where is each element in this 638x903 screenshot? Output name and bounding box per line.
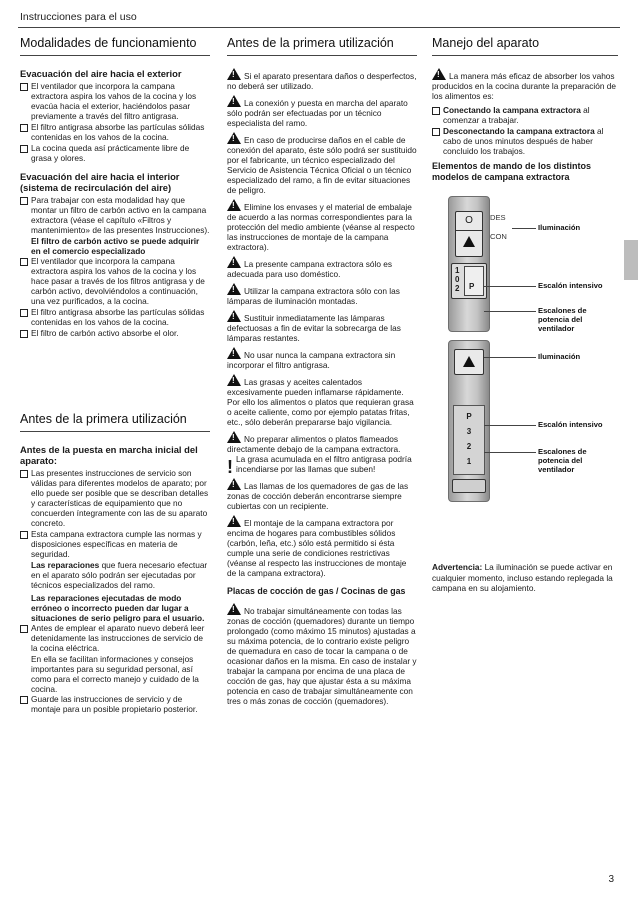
repairs-rest: que fuera necesario efectuar en el aparato sólo podrán ser ejecutadas por técnicos especializados del ramo.	[31, 560, 208, 590]
light-push-button[interactable]	[454, 349, 484, 375]
fan-speed-slider[interactable]	[451, 263, 487, 299]
page-number: 3	[608, 874, 614, 885]
section-heading-operating-modes: Modalidades de funcionamiento	[20, 29, 210, 56]
intensive-symbol: P	[469, 282, 475, 291]
warning-item: !Las grasas y aceites calentados excesivamente pueden inflamarse rápidamente. Por ello los alimentos o platos que requieran grasa o aceite caliente, como por ejemplo patatas fritas, etc., sólo deberán prepararse bajo vigilancia.	[227, 374, 417, 427]
warning-triangle-icon	[227, 603, 241, 615]
list-item: El filtro antigrasa absorbe las partículas sólidas contenidas en los vahos de la cocina.	[20, 307, 210, 327]
speed-digit: 2	[455, 284, 460, 293]
warning-item: !Elimine los envases y el material de embalaje de acuerdo a las normas correspondientes para la protección del medio ambiente (véanse al respecto las instrucciones de montaje de la campana extractora).	[227, 199, 417, 252]
list-item: Esta campana extractora cumple las normas y disposiciones específicas en materia de seguridad.	[20, 529, 210, 559]
warning-triangle-icon	[227, 283, 241, 295]
warning-item: !Si el aparato presentara daños o desperfectos, no deberá ser utilizado.	[227, 68, 417, 91]
carbon-filter-note: El filtro de carbón activo se puede adquirir en el comercio especializado	[31, 236, 200, 256]
section-heading-before-first-use: Antes de la primera utilización	[20, 405, 210, 432]
label-lighting-2: Iluminación	[538, 352, 581, 361]
label-des: DES	[490, 213, 506, 222]
exclamation-icon: !	[227, 457, 233, 477]
advice-text: La iluminación se puede activar en cualquier momento, incluso estando replegada la campana en su alojamiento.	[432, 562, 613, 593]
lamp-icon	[463, 236, 475, 247]
off-symbol: O	[465, 215, 473, 226]
speed-step: 3	[466, 427, 472, 436]
list-item: Guarde las instrucciones de servicio y de montaje para un posible propietario posterior.	[20, 694, 210, 714]
speed-step: P	[466, 412, 472, 421]
warning-item: !No preparar alimentos o platos flameados directamente debajo de la campana extractora.	[227, 431, 417, 454]
warning-triangle-icon	[227, 431, 241, 443]
section-heading-before-first-use-2: Antes de la primera utilización	[227, 29, 417, 56]
top-rule	[18, 27, 620, 28]
before-startup-title: Antes de la puesta en marcha inicial del aparato:	[20, 444, 198, 466]
warning-triangle-icon	[227, 347, 241, 359]
chapter-tab	[624, 240, 638, 280]
warning-triangle-icon	[227, 132, 241, 144]
gas-hob-title: Placas de cocción de gas / Cocinas de gas	[227, 586, 406, 596]
warning-item: !Las llamas de los quemadores de gas de las zonas de cocción deberán encontrarse siempre cubiertas con un recipiente.	[227, 478, 417, 511]
label-intensive-2: Escalón intensivo	[538, 420, 603, 429]
list-item: Antes de emplear el aparato nuevo deberá leer detenidamente las instrucciones de servicio de la cocina eléctrica.	[20, 623, 210, 653]
list-item: Desconectando la campana extractora al cabo de unos minutos después de haber concluido los trabajos.	[432, 126, 618, 156]
control-panel-model-2	[448, 340, 490, 502]
warning-triangle-icon	[227, 478, 241, 490]
column-operating-modes	[20, 29, 210, 715]
light-rocker-switch[interactable]	[455, 211, 483, 257]
label-power-steps-2: Escalones de potencia del ventilador	[538, 447, 587, 474]
label-power-steps-1: Escalones de potencia del ventilador	[538, 306, 587, 333]
repairs-paragraph	[20, 560, 210, 590]
repairs-warning: Las reparaciones ejecutadas de modo erróneo o incorrecto pueden dar lugar a situaciones de serio peligro para el usuario.	[31, 593, 205, 623]
column-operation	[432, 29, 618, 185]
warning-triangle-icon	[227, 256, 241, 268]
recirculation-title: Evacuación del aire hacia el interior (sistema de recirculación del aire)	[20, 171, 180, 193]
speed-digit: 0	[455, 275, 460, 284]
exclamation-note: ! La grasa acumulada en el filtro antigrasa podría incendiarse por las llamas que suben!	[227, 454, 412, 477]
list-item: El ventilador que incorpora la campana extractora aspira los vahos de la cocina y los evacúa hacia el exterior, haciéndolos pasar previamente a través del filtro antigrasa.	[20, 81, 210, 121]
running-head: Instrucciones para el uso	[20, 11, 137, 23]
list-item-continuation: En ella se facilitan informaciones y consejos importantes para su seguridad personal, así como para el correcto manejo y cuidado de la cocina.	[31, 654, 199, 694]
speed-step: 1	[466, 457, 472, 466]
label-lighting-1: Iluminación	[538, 223, 581, 232]
column-before-first-use	[227, 29, 417, 710]
controls-title: Elementos de mando de los distintos modelos de campana extractora	[432, 161, 592, 182]
lamp-icon	[463, 356, 475, 367]
warning-triangle-icon	[227, 68, 241, 80]
warning-item: !Sustituir inmediatamente las lámparas defectuosas a fin de evitar la sobrecarga de las lámparas restantes.	[227, 310, 417, 343]
warning-triangle-icon	[227, 95, 241, 107]
list-item: La cocina queda así prácticamente libre de grasa y olores.	[20, 143, 210, 163]
list-item: El filtro de carbón activo absorbe el olor.	[20, 328, 210, 338]
list-item: Para trabajar con esta modalidad hay que montar un filtro de carbón activo en la campana extractora (véase el capítulo «Filtros y mantenimiento» de las presentes Instrucciones).	[20, 195, 210, 235]
warning-item: !El montaje de la campana extractora por encima de hogares para combustibles sólidos (carbón, leña, etc.) sólo está permitido si ésta cumple una serie de condiciones restrictivas (véanse al respecto las instrucciones de montaje de la campana extractora).	[227, 515, 417, 578]
list-item: El filtro antigrasa absorbe las partículas sólidas contenidas en los vahos de la cocina.	[20, 122, 210, 142]
list-item: El ventilador que incorpora la campana extractora aspira los vahos de la cocina y los hace pasar a través de los filtros antigrasa y de carbón activo, devolviéndolos a continuación, una vez purificados, a la cocina.	[20, 256, 210, 306]
warning-triangle-icon	[227, 199, 241, 211]
warning-item: !No trabajar simultáneamente con todas las zonas de cocción (quemadores) durante un tiempo prolongado (como máximo 15 minutos) ajustadas a su máxima potencia, de lo contrario existe peligro de quemadura en caso de tocar la campana o de ocasionar daños en la misma. En caso de instalar y trabajar la campana por encima de una placa de cocción de gas, hay que ajustar ésta a su máxima potencia en caso de trabajar simultáneamente con tres o más zonas de cocción (quemadores).	[227, 603, 417, 706]
warning-item: !En caso de producirse daños en el cable de conexión del aparato, éste sólo podrá ser sustituido por el fabricante, un técnico especializado del Servicio de Asistencia Técnica Oficial o un técnico especializado del ramo, a fin de evitar situaciones de peligro.	[227, 132, 417, 195]
list-item: Las presentes instrucciones de servicio son válidas para diferentes modelos de aparato; por ello puede ser posible que se describan detalles y características de equipamiento que no concuerden íntegramente con las de su aparato concreto.	[20, 468, 210, 528]
warning-triangle-icon	[432, 68, 446, 80]
slider-knob[interactable]	[452, 479, 486, 493]
warning-item: !No usar nunca la campana extractora sin incorporar el filtro antigrasa.	[227, 347, 417, 370]
list-item: Conectando la campana extractora al comenzar a trabajar.	[432, 105, 618, 125]
warning-triangle-icon	[227, 310, 241, 322]
warning-item: !La conexión y puesta en marcha del aparato sólo podrán ser efectuadas por un técnico especialista del ramo.	[227, 95, 417, 128]
warning-item: !Utilizar la campana extractora sólo con las lámparas de iluminación montadas.	[227, 283, 417, 306]
intro-warning: !La manera más eficaz de absorber los vahos producidos en la cocina durante la preparación de los alimentos es:	[432, 68, 618, 101]
advice-note	[432, 562, 618, 594]
advice-label: Advertencia:	[432, 562, 483, 572]
repairs-lead: Las reparaciones	[31, 560, 100, 570]
exhaust-title: Evacuación del aire hacia el exterior	[20, 68, 182, 79]
warning-item: !La presente campana extractora sólo es adecuada para uso doméstico.	[227, 256, 417, 279]
fan-speed-slider-track[interactable]	[453, 405, 485, 475]
speed-step: 2	[466, 442, 472, 451]
label-intensive-1: Escalón intensivo	[538, 281, 603, 290]
warning-triangle-icon	[227, 515, 241, 527]
section-heading-operation: Manejo del aparato	[432, 29, 618, 56]
warning-triangle-icon	[227, 374, 241, 386]
label-con: CON	[490, 232, 507, 241]
speed-digit: 1	[455, 266, 460, 275]
